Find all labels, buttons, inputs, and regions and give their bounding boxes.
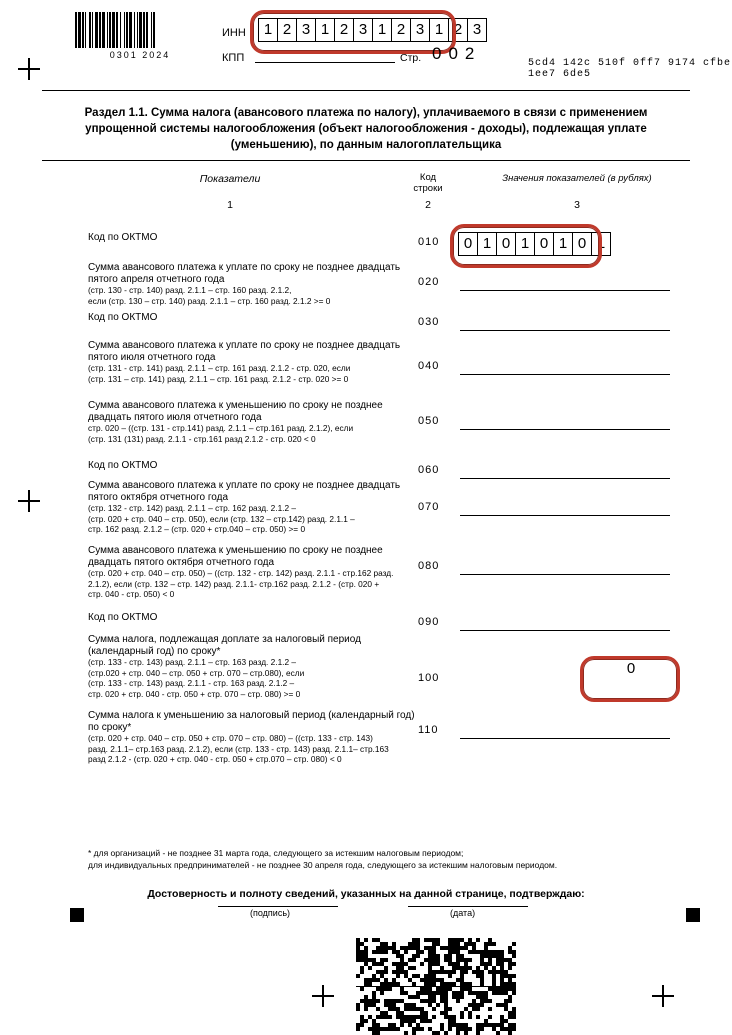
column-number-2: 2 — [425, 199, 431, 211]
row-label-050 — [88, 400, 418, 444]
value-digit-010-5[interactable]: 0 — [535, 232, 554, 256]
value-line-040[interactable] — [460, 374, 670, 375]
row-label-text-100: Сумма налога, подлежащая доплате за налоговый период (календарный год) по сроку* — [88, 634, 361, 657]
column-number-3: 3 — [574, 199, 580, 211]
line-code-060: 060 — [418, 464, 440, 476]
row-label-070 — [88, 480, 418, 535]
inn-digit-12[interactable]: 3 — [468, 18, 487, 42]
row-note-100-4: стр. 020 + стр. 040 - стр. 050 + стр. 070 – стр. 080) >= 0 — [88, 688, 301, 699]
row-label-060 — [88, 460, 418, 472]
row-label-080 — [88, 545, 418, 600]
row-label-020 — [88, 262, 418, 306]
inn-digit-8[interactable]: 2 — [392, 18, 411, 42]
inn-digit-4[interactable]: 1 — [316, 18, 335, 42]
row-label-text-030: Код по ОКТМО — [88, 312, 158, 323]
kpp-field-line[interactable] — [255, 62, 395, 63]
line-code-040: 040 — [418, 360, 440, 372]
value-digit-010-6[interactable]: 1 — [554, 232, 573, 256]
line-code-010: 010 — [418, 236, 440, 248]
column-header-indicators: Показатели — [199, 173, 261, 185]
inn-digit-9[interactable]: 3 — [411, 18, 430, 42]
registration-mark-bottom-center — [312, 985, 334, 1007]
inn-digit-7[interactable]: 1 — [373, 18, 392, 42]
line-code-050: 050 — [418, 415, 440, 427]
row-label-text-090: Код по ОКТМО — [88, 612, 158, 623]
row-note-050-1: стр. 020 – ((стр. 131 - стр.141) разд. 2.1.1 – стр.161 разд. 2.1.2), если — [88, 423, 354, 433]
row-label-100 — [88, 634, 418, 699]
column-header-line-code-l2: строки — [413, 183, 443, 194]
row-label-090 — [88, 612, 418, 624]
line-code-020: 020 — [418, 276, 440, 288]
row-label-030 — [88, 312, 418, 324]
inn-digit-5[interactable]: 2 — [335, 18, 354, 42]
row-note-080-3: стр. 040 - стр. 050) < 0 — [88, 589, 175, 599]
section-title: Раздел 1.1. Сумма налога (авансового платежа по налогу), уплачиваемого в связи с применением упрощенной системы налогообложения (объект налогообложения - доходы), подлежащая уплате (уменьшению), по данным налогоплательщика — [84, 107, 648, 151]
line-code-070: 070 — [418, 501, 440, 513]
value-line-030[interactable] — [460, 330, 670, 331]
value-line-110[interactable] — [460, 738, 670, 739]
row-label-text-070: Сумма авансового платежа к уплате по сроку не позднее двадцать пятого октября отчетного года — [88, 480, 401, 503]
date-line[interactable] — [408, 906, 528, 907]
row-note-020-2: если (стр. 130 – стр. 140) разд. 2.1.1 – стр. 160 разд. 2.1.2 >= 0 — [88, 295, 331, 306]
registration-mark-middle-left — [18, 490, 40, 512]
bottom-2d-barcode — [356, 938, 516, 1035]
alignment-square-bottom-right — [686, 908, 700, 922]
row-label-text-050: Сумма авансового платежа к уменьшению по сроку не позднее двадцать пятого июля отчетного года — [88, 400, 383, 423]
alignment-square-bottom-left — [70, 908, 84, 922]
value-line-070[interactable] — [460, 515, 670, 516]
value-line-090[interactable] — [460, 630, 670, 631]
row-note-040-2: (стр. 131 – стр. 141) разд. 2.1.1 – стр. 161 разд. 2.1.2 - стр. 020 >= 0 — [88, 373, 349, 384]
form-barcode — [75, 12, 205, 60]
row-note-110-3: разд 2.1.2 - (стр. 020 + стр. 040 - стр. 050 + стр.070 – стр. 080) < 0 — [88, 754, 342, 764]
document-hash: 5cd4 142c 510f 0ff7 9174 cfbe 1ee7 6de5 — [528, 58, 732, 80]
column-header-line-code-l1: Код — [419, 172, 437, 183]
table-top-divider — [42, 160, 690, 161]
confirmation-text: Достоверность и полноту сведений, указанных на данной странице, подтверждаю: — [147, 888, 585, 900]
row-label-text-060: Код по ОКТМО — [88, 460, 158, 471]
row-note-100-3: (стр. 133 - стр. 143) разд. 2.1.1 - стр. 163 разд. 2.1.2 – — [88, 678, 295, 688]
row-note-110-2: разд. 2.1.1– стр.163 разд. 2.1.2), если (стр. 133 - стр. 143) разд. 2.1.1– стр.163 — [88, 743, 389, 754]
footnote-1: * для организаций - не позднее 31 марта года, следующего за истекшим налоговым периодом; — [88, 848, 464, 858]
row-note-070-3: стр. 162 разд. 2.1.2 – (стр. 020 + стр.040 – стр. 050) >= 0 — [88, 524, 306, 534]
line-code-110: 110 — [418, 724, 439, 736]
inn-digit-3[interactable]: 3 — [297, 18, 316, 42]
header-divider — [42, 90, 690, 91]
kpp-label: КПП — [222, 52, 245, 64]
row-label-text-010: Код по ОКТМО — [88, 232, 158, 243]
row-label-text-110: Сумма налога к уменьшению за налоговый период (календарный год) по сроку* — [88, 710, 415, 733]
value-line-080[interactable] — [460, 574, 670, 575]
column-header-values: Значения показателей (в рублях) — [502, 173, 652, 184]
registration-mark-top-left — [18, 58, 40, 80]
row-note-100-1: (стр. 133 - стр. 143) разд. 2.1.1 – стр. 163 разд. 2.1.2 – — [88, 657, 297, 667]
inn-digit-1[interactable]: 1 — [258, 18, 278, 42]
row-note-040-1: (стр. 131 - стр. 141) разд. 2.1.1 – стр. 161 разд. 2.1.2 - стр. 020, если — [88, 363, 351, 373]
inn-field[interactable] — [258, 18, 487, 42]
line-code-080: 080 — [418, 560, 440, 572]
value-digit-010-8[interactable]: 1 — [592, 232, 611, 256]
inn-digit-11[interactable]: 2 — [449, 18, 468, 42]
row-note-020-1: (стр. 130 - стр. 140) разд. 2.1.1 – стр. 160 разд. 2.1.2, — [88, 285, 292, 295]
row-label-text-080: Сумма авансового платежа к уменьшению по сроку не позднее двадцать пятого октября отчетного года — [88, 545, 383, 568]
inn-digit-10[interactable]: 1 — [430, 18, 449, 42]
row-note-080-1: (стр. 020 + стр. 040 – стр. 050) – ((стр. 132 - стр. 142) разд. 2.1.1 - стр.162 разд. — [88, 568, 394, 578]
line-code-090: 090 — [418, 616, 440, 628]
registration-mark-bottom-right — [652, 985, 674, 1007]
date-caption: (дата) — [450, 908, 476, 918]
row-note-050-2: (стр. 131 (131) разд. 2.1.1 - стр.161 разд 2.1.2 - стр. 020 < 0 — [88, 433, 316, 444]
value-digit-010-1[interactable]: 0 — [458, 232, 478, 256]
inn-digit-2[interactable]: 2 — [278, 18, 297, 42]
page-number: 002 — [432, 44, 482, 63]
line-code-100: 100 — [418, 672, 440, 684]
row-label-text-040: Сумма авансового платежа к уплате по сроку не позднее двадцать пятого июля отчетного года — [88, 340, 401, 363]
value-line-020[interactable] — [460, 290, 670, 291]
value-boxes-010[interactable] — [458, 232, 611, 256]
inn-label: ИНН — [222, 27, 246, 39]
value-digit-010-3[interactable]: 0 — [497, 232, 516, 256]
signature-line[interactable] — [218, 906, 338, 907]
value-line-050[interactable] — [460, 429, 670, 430]
inn-digit-6[interactable]: 3 — [354, 18, 373, 42]
row-label-text-020: Сумма авансового платежа к уплате по сроку не позднее двадцать пятого апреля отчетного года — [88, 262, 401, 285]
row-label-110 — [88, 710, 418, 765]
signature-caption: (подпись) — [250, 908, 291, 918]
line-code-030: 030 — [418, 316, 440, 328]
row-note-070-2: (стр. 020 + стр. 040 – стр. 050), если (стр. 132 – стр.142) разд. 2.1.1 – — [88, 513, 355, 524]
footnote-2: для индивидуальных предпринимателей - не позднее 30 апреля года, следующего за истекшим налоговым периодом. — [88, 860, 558, 870]
row-label-040 — [88, 340, 418, 384]
value-digit-010-2[interactable]: 1 — [478, 232, 497, 256]
value-digit-010-7[interactable]: 0 — [573, 232, 592, 256]
row-note-110-1: (стр. 020 + стр. 040 – стр. 050 + стр. 070 – стр. 080) – ((стр. 133 - стр. 143) — [88, 733, 373, 743]
value-number-100[interactable]: 0 — [626, 660, 636, 677]
row-note-070-1: (стр. 132 - стр. 142) разд. 2.1.1 – стр. 162 разд. 2.1.2 – — [88, 503, 297, 513]
row-note-100-2: (стр.020 + стр. 040 – стр. 050 + стр. 070 – стр.080), если — [88, 667, 305, 678]
value-digit-010-4[interactable]: 1 — [516, 232, 535, 256]
page-label: Стр. — [400, 52, 422, 64]
barcode-number: 0301 2024 — [109, 50, 171, 60]
value-line-060[interactable] — [460, 478, 670, 479]
row-note-080-2: 2.1.2), если (стр. 132 – стр. 142) разд. 2.1.1- стр.162 разд. 2.1.2 - (стр. 020 + — [88, 578, 380, 589]
column-number-1: 1 — [227, 199, 233, 211]
row-label-010 — [88, 232, 418, 244]
